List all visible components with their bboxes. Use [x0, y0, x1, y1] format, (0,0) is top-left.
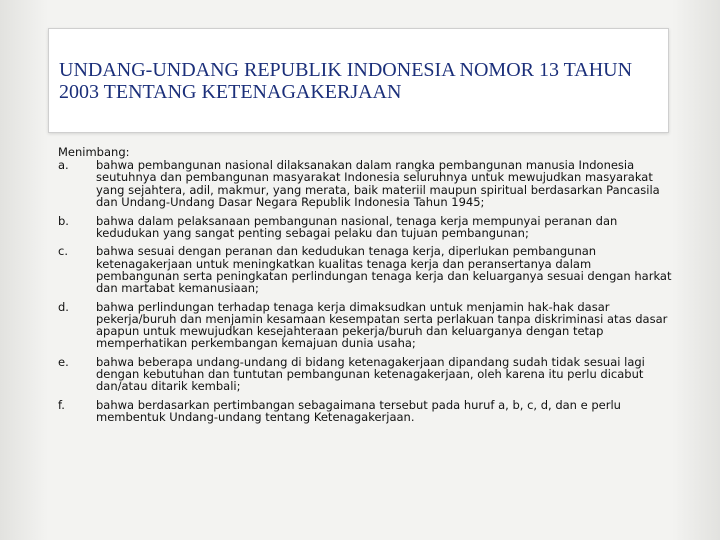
- slide-content: [58, 146, 678, 424]
- list-item-f: [58, 399, 678, 423]
- list-item-text: bahwa berdasarkan pertimbangan sebagaimana tersebut pada huruf a, b, c, d, dan e perlu membentuk Undang-undang tentang Ketenagakerjaan.: [96, 398, 621, 425]
- list-item-letter: f.: [58, 398, 65, 413]
- list-item-text: bahwa sesuai dengan peranan dan kedudukan tenaga kerja, diperlukan pembangunan ketenagakerjaan untuk meningkatkan kualitas tenaga kerja dan peransertanya dalam pembangunan serta peningkatan perlindungan tenaga kerja dan keluarganya sesuai dengan harkat dan martabat kemanusiaan;: [96, 244, 672, 296]
- section-heading: Menimbang:: [58, 145, 130, 159]
- list-item-letter: d.: [58, 299, 69, 314]
- list-item-d: [58, 301, 678, 350]
- list-item-letter: b.: [58, 213, 69, 228]
- list-item-letter: e.: [58, 355, 69, 370]
- list-item-letter: c.: [58, 244, 68, 259]
- slide-left-edge: [0, 0, 48, 540]
- list-item-text: bahwa dalam pelaksanaan pembangunan nasional, tenaga kerja mempunyai peranan dan kedudukan yang sangat penting sebagai pelaku dan tujuan pembangunan;: [96, 213, 618, 240]
- list-item-text: bahwa beberapa undang-undang di bidang ketenagakerjaan dipandang sudah tidak sesuai lagi dengan kebutuhan dan tuntutan pembangunan ketenagakerjaan, oleh karena itu perlu dicabut dan/atau ditarik kembali;: [96, 355, 645, 394]
- list-item-b: [58, 215, 678, 239]
- list-item-e: [58, 356, 678, 393]
- title-box: [48, 28, 669, 133]
- list-item-a: [58, 159, 678, 208]
- slide-title: UNDANG-UNDANG REPUBLIK INDONESIA NOMOR 13 TAHUN 2003 TENTANG KETENAGAKERJAAN: [59, 59, 633, 103]
- list-item-text: bahwa perlindungan terhadap tenaga kerja dimaksudkan untuk menjamin hak-hak dasar pekerja/buruh dan menjamin kesamaan kesempatan serta perlakuan tanpa diskriminasi atas dasar apapun untuk mewujudkan kesejahteraan pekerja/buruh dan keluarganya dengan tetap memperhatikan perkembangan kemajuan dunia usaha;: [96, 299, 668, 351]
- list-item-letter: a.: [58, 158, 69, 173]
- list-item-c: [58, 245, 678, 294]
- list-item-text: bahwa pembangunan nasional dilaksanakan dalam rangka pembangunan manusia Indonesia seutuhnya dan pembangunan masyarakat Indonesia seluruhnya untuk mewujudkan masyarakat yang sejahtera, adil, makmur, yang merata, baik materiil maupun spiritual berdasarkan Pancasila dan Undang-Undang Dasar Negara Republik Indonesia Tahun 1945;: [96, 158, 660, 209]
- slide-right-edge: [672, 0, 720, 540]
